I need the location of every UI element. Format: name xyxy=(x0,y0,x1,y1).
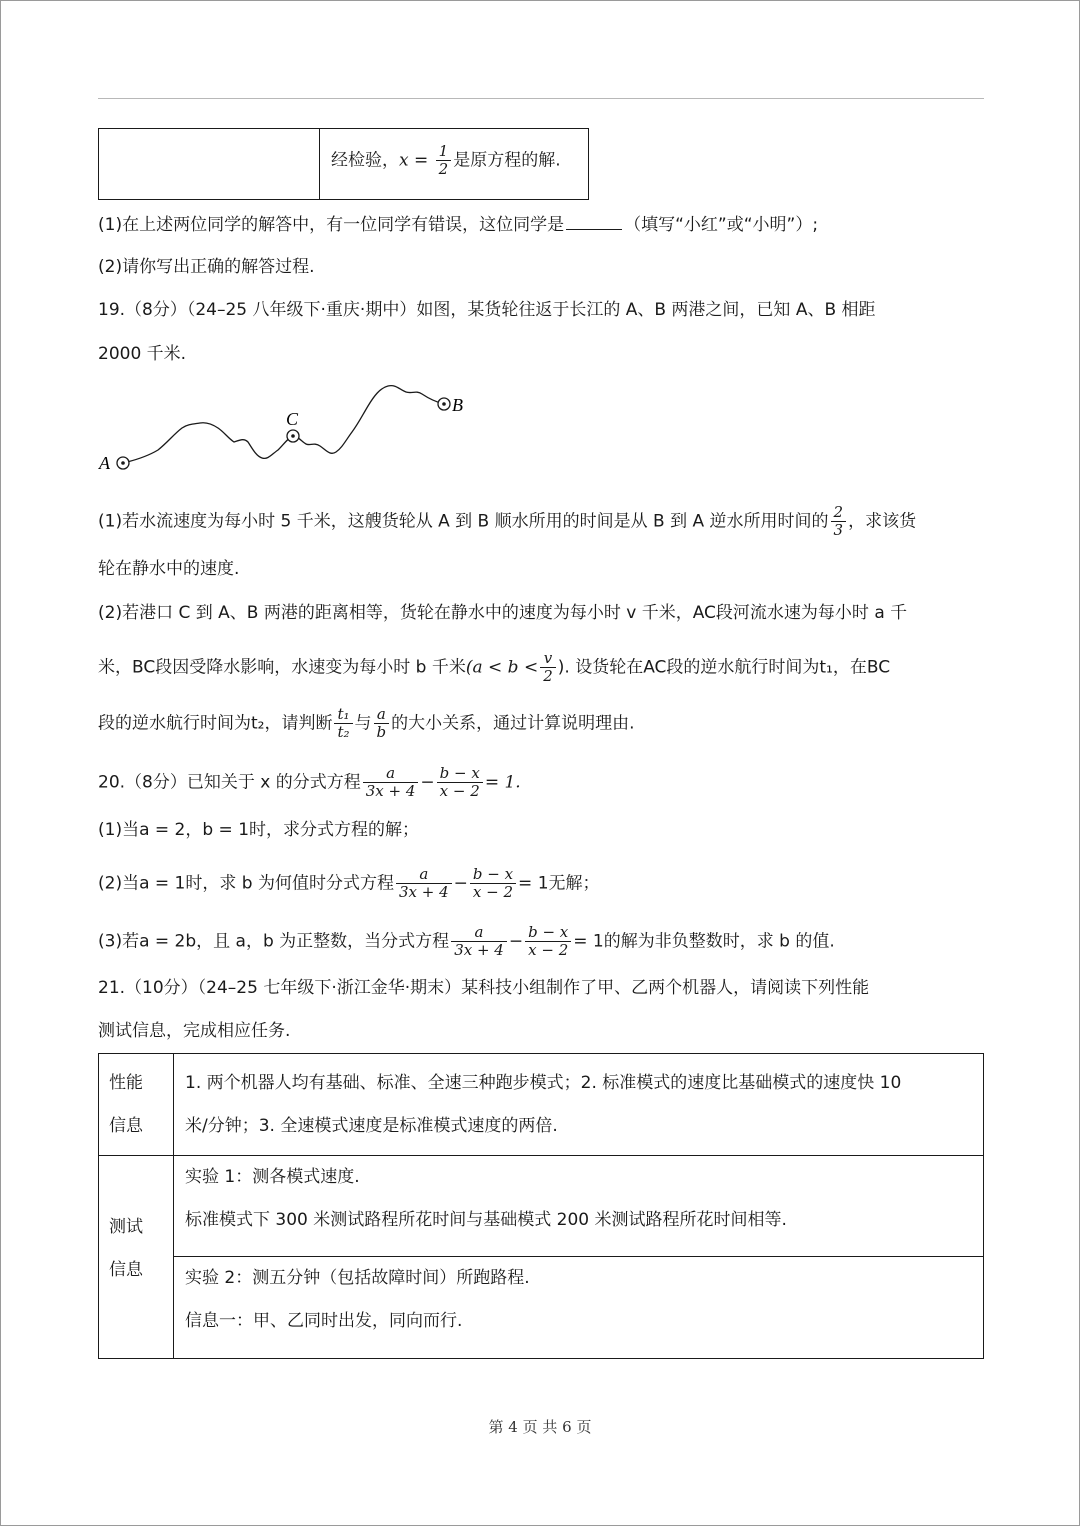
q18-part1 xyxy=(98,211,818,237)
frac-den: 3x + 4 xyxy=(398,883,449,901)
port-a-marker xyxy=(117,457,129,469)
q21-stem-line1: 21.（10分）（24–25 七年级下·浙江金华·期末）某科技小组制作了甲、乙两个机器人，请阅读下列性能 xyxy=(98,978,870,998)
frac-num: a xyxy=(451,924,507,942)
q18-part1-hint: （填写“小红”或“小明”）; xyxy=(624,215,819,235)
label-c: C xyxy=(286,409,299,429)
q19-part2-text: 米，BC段因受降水影响，水速变为每小时 b 千米 xyxy=(98,657,466,678)
frac-den: b xyxy=(376,723,387,741)
robot-info-table xyxy=(98,1053,984,1359)
performance-label xyxy=(109,1062,143,1148)
frac-den: x − 2 xyxy=(472,883,514,901)
q20-part1: (1)当a = 2，b = 1时，求分式方程的解； xyxy=(98,820,420,840)
verification-text xyxy=(331,143,561,178)
q20-part3-text: (3)若a = 2b，且 a，b 为正整数，当分式方程 xyxy=(98,931,450,952)
frac-num: a xyxy=(363,765,419,783)
fraction-a-over-b xyxy=(374,706,390,741)
label-line: 性能 xyxy=(109,1073,143,1093)
frac-den: 3 xyxy=(833,521,844,539)
q19-part2-text-end: ). 设货轮在AC段的逆水航行时间为t₁，在BC xyxy=(557,657,891,678)
q19-part2-line3-text: 段的逆水航行时间为t₂，请判断 xyxy=(98,713,333,734)
experiment-1-title: 实验 1：测各模式速度. xyxy=(185,1167,360,1187)
experiment-2-text: 信息一：甲、乙同时出发，同向而行. xyxy=(185,1311,463,1331)
q19-part1-end: ，求该货 xyxy=(848,511,917,532)
label-b: B xyxy=(452,395,463,415)
fraction-one-half xyxy=(436,143,452,178)
minus-sign: − xyxy=(420,772,435,793)
q20-part2-text: (2)当a = 1时，求 b 为何值时分式方程 xyxy=(98,873,394,894)
q21-stem-line2: 测试信息，完成相应任务. xyxy=(98,1021,291,1041)
q19-part2-line3 xyxy=(98,706,635,741)
fraction-bx-over-x2 xyxy=(437,765,483,800)
frac-den: x − 2 xyxy=(528,941,569,959)
test-label xyxy=(109,1206,143,1292)
frac-num: b − x xyxy=(437,765,483,783)
q18-part1-text: (1)在上述两位同学的解答中，有一位同学有错误，这位同学是 xyxy=(98,215,565,235)
performance-info xyxy=(185,1062,901,1148)
label-a: A xyxy=(99,453,110,473)
q19-part2-line3-end: 的大小关系，通过计算说明理由. xyxy=(391,713,635,734)
frac-num: b − x xyxy=(470,866,516,884)
frac-den: x − 2 xyxy=(439,782,480,800)
conjunction: 与 xyxy=(354,713,372,734)
q19-part2-line2 xyxy=(98,650,890,685)
inequality: (a < b < xyxy=(465,657,539,678)
q20-stem xyxy=(98,765,521,800)
minus-sign: − xyxy=(508,931,524,952)
port-c-marker xyxy=(287,430,299,442)
q20-part3 xyxy=(98,924,835,959)
fraction-a-over-3x4 xyxy=(451,924,507,959)
experiment-1 xyxy=(185,1156,787,1242)
table-divider xyxy=(319,129,320,199)
q19-part2-line1: (2)若港口 C 到 A、B 两港的距离相等，货轮在静水中的速度为每小时 v 千米，AC段河流水速为每小时 a 千 xyxy=(98,603,908,623)
answer-blank[interactable] xyxy=(566,211,622,230)
frac-num: 2 xyxy=(831,504,847,522)
q18-part2: (2)请你写出正确的解答过程. xyxy=(98,257,315,277)
fraction-t1-over-t2 xyxy=(334,706,352,741)
fraction-a-over-3x4 xyxy=(396,866,452,901)
river-diagram xyxy=(96,376,476,476)
verification-suffix: 是原方程的解. xyxy=(453,150,561,171)
solution-table-fragment xyxy=(98,128,589,200)
var-x: x xyxy=(399,150,409,171)
equals-sign: = xyxy=(408,150,434,171)
frac-num: b − x xyxy=(525,924,571,942)
q19-stem-line2: 2000 千米. xyxy=(98,344,187,364)
q20-part3-tail: = 1的解为非负整数时，求 b 的值. xyxy=(573,931,835,952)
frac-num: a xyxy=(396,866,452,884)
experiment-1-text: 标准模式下 300 米测试路程所花时间与基础模式 200 米测试路程所花时间相等. xyxy=(185,1210,787,1230)
header-rule xyxy=(98,98,984,99)
experiment-2 xyxy=(185,1257,530,1343)
q19-stem-line1: 19.（8分）（24–25 八年级下·重庆·期中）如图，某货轮往返于长江的 A、B 两港之间，已知 A、B 相距 xyxy=(98,300,876,320)
label-line: 信息 xyxy=(109,1260,143,1280)
page-footer: 第 4 页 共 6 页 xyxy=(488,1418,592,1436)
q20-part2 xyxy=(98,866,600,901)
fraction-bx-over-x2 xyxy=(525,924,571,959)
minus-sign: − xyxy=(453,873,468,894)
frac-den: t₂ xyxy=(337,723,350,741)
label-line: 测试 xyxy=(109,1217,143,1237)
fraction-two-thirds xyxy=(831,504,847,539)
frac-den: 2 xyxy=(438,160,449,178)
q19-part1-line1 xyxy=(98,504,916,539)
fraction-v-over-2 xyxy=(540,650,556,685)
q20-stem-text: 20.（8分）已知关于 x 的分式方程 xyxy=(98,772,361,793)
port-b-marker xyxy=(438,398,450,410)
frac-num: t₁ xyxy=(334,706,352,724)
label-line: 信息 xyxy=(109,1116,143,1136)
frac-den: 3x + 4 xyxy=(365,782,416,800)
frac-num: 1 xyxy=(436,143,452,161)
verification-prefix: 经检验， xyxy=(331,150,399,171)
fraction-bx-over-x2 xyxy=(470,866,516,901)
frac-den: 2 xyxy=(543,667,553,685)
performance-line-2: 米/分钟；3. 全速模式速度是标准模式速度的两倍. xyxy=(185,1116,558,1136)
q19-part1-line2: 轮在静水中的速度. xyxy=(98,559,240,579)
performance-line-1: 1. 两个机器人均有基础、标准、全速三种跑步模式；2. 标准模式的速度比基础模式的速度快 10 xyxy=(185,1073,902,1093)
river-path xyxy=(123,386,444,463)
frac-num: a xyxy=(374,706,390,724)
q19-part1-text: (1)若水流速度为每小时 5 千米，这艘货轮从 A 到 B 顺水所用的时间是从 B 到 A 逆水所用时间的 xyxy=(98,511,829,532)
experiment-2-title: 实验 2：测五分钟（包括故障时间）所跑路程. xyxy=(185,1268,530,1288)
equation-rhs: = 1. xyxy=(484,772,521,793)
frac-den: 3x + 4 xyxy=(454,941,504,959)
frac-num: v xyxy=(540,650,556,668)
fraction-a-over-3x4 xyxy=(363,765,419,800)
table-vline xyxy=(173,1054,174,1358)
q20-part2-tail: = 1无解； xyxy=(518,873,600,894)
